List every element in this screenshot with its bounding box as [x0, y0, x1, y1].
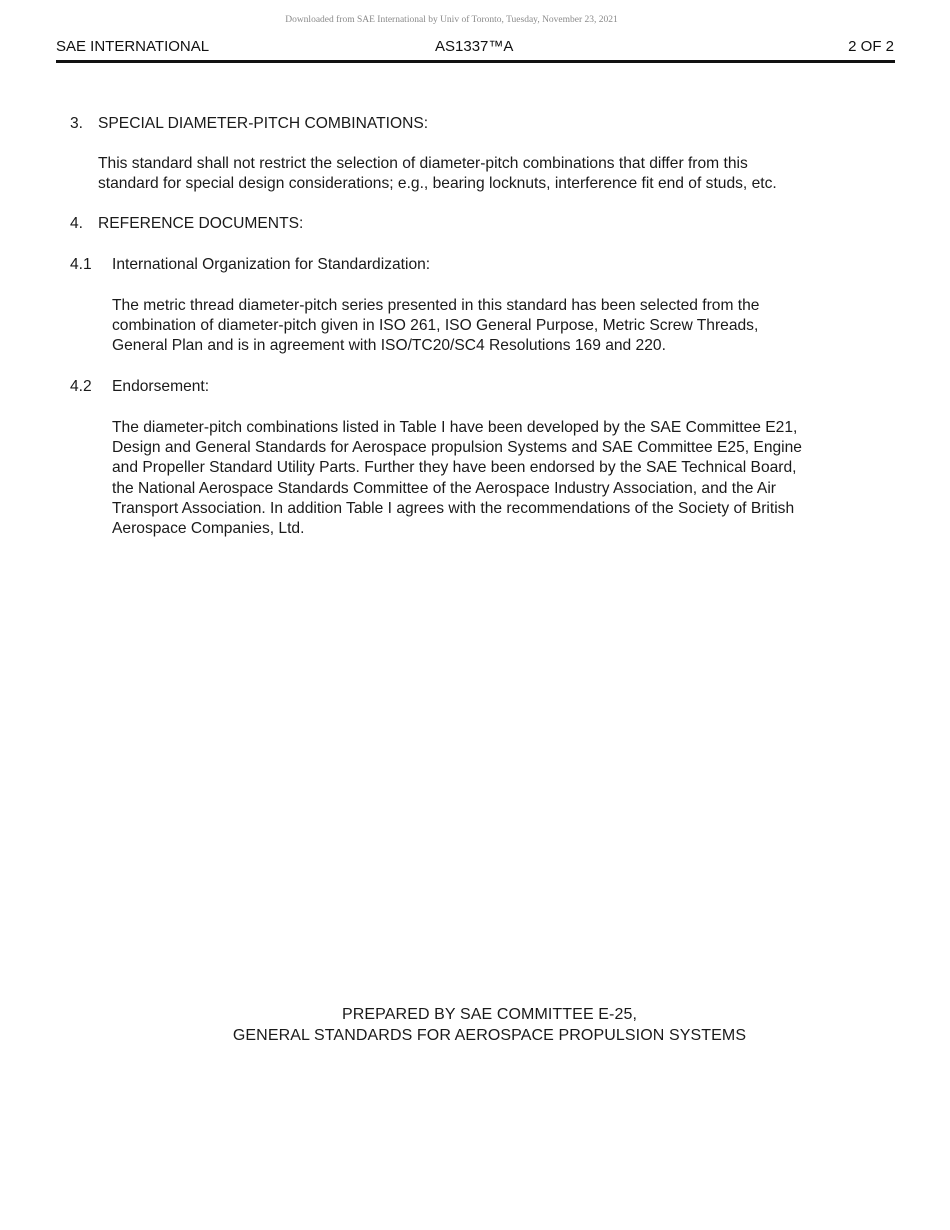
section-3-paragraph — [98, 154, 777, 194]
section-number: 4.1 — [70, 256, 92, 273]
paragraph-line: combination of diameter-pitch given in ISO 261, ISO General Purpose, Metric Screw Threads, — [112, 317, 759, 335]
section-title: International Organization for Standardization: — [112, 256, 431, 273]
paragraph-line: Aerospace Companies, Ltd. — [112, 520, 305, 538]
paragraph-line: Transport Association. In addition Table I agrees with the recommendations of the Society of British — [112, 499, 795, 517]
section-number: 3. — [70, 115, 84, 132]
section-4-heading — [70, 214, 303, 234]
paragraph-line: and Propeller Standard Utility Parts. Further they have been endorsed by the SAE Technical Board, — [112, 459, 797, 477]
section-title: SPECIAL DIAMETER-PITCH COMBINATIONS: — [98, 115, 429, 132]
section-title: REFERENCE DOCUMENTS: — [98, 215, 304, 232]
header-publisher: SAE INTERNATIONAL — [56, 38, 210, 55]
section-number: 4. — [70, 215, 84, 232]
prepared-by-footer — [0, 1004, 950, 1046]
header-document-number: AS1337™A — [435, 38, 514, 55]
paragraph-line: General Plan and is in agreement with ISO/TC20/SC4 Resolutions 169 and 220. — [112, 337, 666, 355]
section-3-heading — [70, 114, 428, 134]
section-4-2-heading — [70, 377, 209, 397]
section-title: Endorsement: — [112, 378, 210, 395]
paragraph-line: This standard shall not restrict the selection of diameter-pitch combinations that differ from this — [98, 155, 748, 172]
header-rule — [56, 60, 895, 63]
paragraph-line: Design and General Standards for Aerospace propulsion Systems and SAE Committee E25, Engine — [112, 439, 802, 457]
section-4-2-paragraph — [112, 418, 802, 539]
paragraph-line: standard for special design considerations; e.g., bearing locknuts, interference fit end of studs, etc. — [98, 175, 777, 193]
footer-line-1: PREPARED BY SAE COMMITTEE E-25, — [341, 1006, 638, 1023]
paragraph-line: The metric thread diameter-pitch series presented in this standard has been selected from the — [112, 297, 760, 314]
section-number: 4.2 — [70, 378, 92, 395]
download-watermark: Downloaded from SAE International by Univ of Toronto, Tuesday, November 23, 2021 — [285, 15, 618, 25]
footer-line-2: GENERAL STANDARDS FOR AEROSPACE PROPULSION SYSTEMS — [232, 1027, 747, 1044]
page-header — [56, 37, 894, 59]
header-page-number: 2 OF 2 — [848, 38, 894, 55]
paragraph-line: the National Aerospace Standards Committee of the Aerospace Industry Association, and the Air — [112, 479, 776, 497]
section-4-1-paragraph — [112, 296, 759, 357]
paragraph-line: The diameter-pitch combinations listed in Table I have been developed by the SAE Committee E21, — [112, 419, 798, 436]
section-4-1-heading — [70, 255, 430, 275]
